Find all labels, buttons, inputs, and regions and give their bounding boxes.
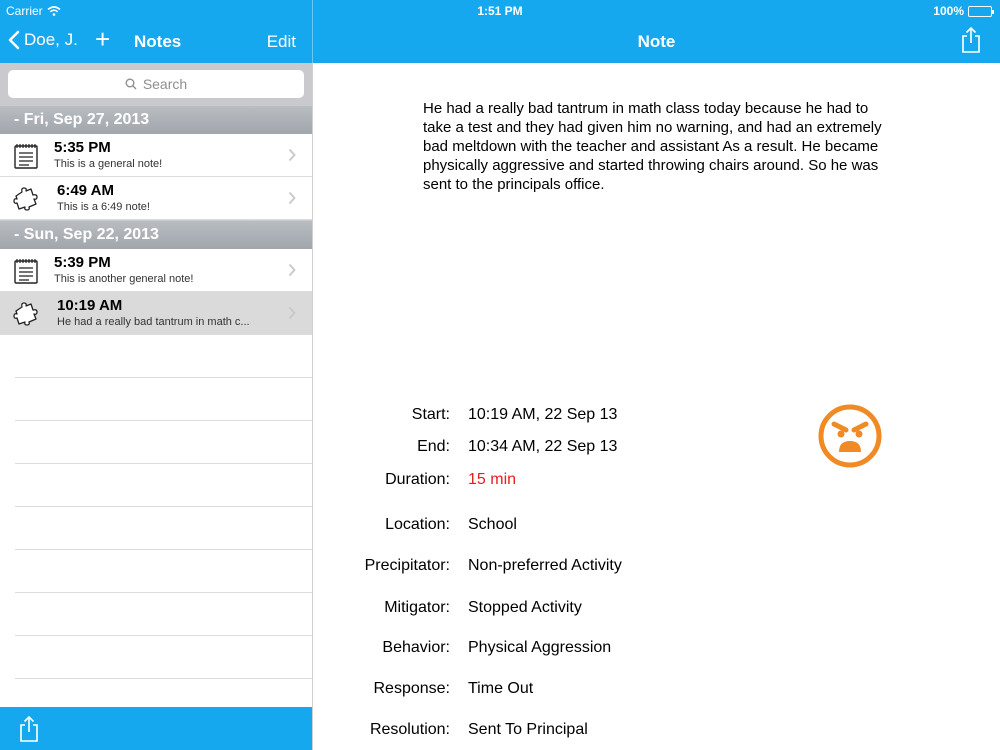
puzzle-icon xyxy=(12,185,40,213)
export-button[interactable] xyxy=(18,715,40,748)
response-label: Response: xyxy=(373,680,450,697)
duration-label: Duration: xyxy=(385,471,450,488)
note-body: He had a really bad tantrum in math class today because he had to take a test and they had given him no warning, and had an extremely bad meltdown with the teacher and assistant As a result. He became physically aggressive and started throwing chairs around. So he was sent to the principals office. xyxy=(423,100,882,193)
search-input[interactable] xyxy=(8,70,304,98)
share-icon xyxy=(18,715,40,743)
end-label: End: xyxy=(417,438,450,455)
behavior-label: Behavior: xyxy=(382,639,450,656)
search-placeholder: Search xyxy=(142,76,188,92)
notepad-icon xyxy=(12,142,40,170)
empty-row xyxy=(15,335,312,378)
end-value: 10:34 AM, 22 Sep 13 xyxy=(468,438,618,455)
chevron-right-icon xyxy=(288,263,296,277)
back-label: Doe, J. xyxy=(24,30,78,49)
note-detail xyxy=(313,63,1000,750)
response-value: Time Out xyxy=(468,680,534,697)
puzzle-icon xyxy=(12,300,40,328)
start-label: Start: xyxy=(411,406,450,423)
note-time: 5:35 PM xyxy=(54,139,111,156)
list-item[interactable] xyxy=(0,134,312,177)
empty-row xyxy=(15,507,312,550)
resolution-label: Resolution: xyxy=(369,721,450,738)
empty-row xyxy=(15,636,312,679)
search-icon xyxy=(125,78,137,90)
note-preview: This is a general note! xyxy=(54,158,163,170)
list-item[interactable] xyxy=(0,249,312,292)
note-preview: This is another general note! xyxy=(54,273,194,285)
detail-nav-bar xyxy=(313,20,1000,63)
resolution-value: Sent To Principal xyxy=(468,721,588,738)
duration-value: 15 min xyxy=(468,471,517,488)
battery-indicator xyxy=(933,4,992,18)
location-value: School xyxy=(468,516,517,533)
mitigator-value: Stopped Activity xyxy=(468,599,582,616)
notepad-icon xyxy=(12,257,40,285)
behavior-value: Physical Aggression xyxy=(468,639,612,656)
detail-title: Note xyxy=(637,32,676,51)
location-label: Location: xyxy=(385,516,450,533)
split-divider-top xyxy=(312,0,313,63)
edit-button[interactable]: Edit xyxy=(266,32,296,51)
section-header: - Fri, Sep 27, 2013 xyxy=(0,105,312,134)
chevron-left-icon xyxy=(8,30,20,50)
empty-row xyxy=(15,421,312,464)
empty-row xyxy=(15,464,312,507)
share-button[interactable] xyxy=(960,26,982,59)
note-preview: He had a really bad tantrum in math c... xyxy=(57,316,250,328)
status-bar xyxy=(0,0,1000,20)
section-header: - Sun, Sep 22, 2013 xyxy=(0,220,312,249)
chevron-right-icon xyxy=(288,191,296,205)
precipitator-label: Precipitator: xyxy=(364,557,450,574)
angry-face-icon xyxy=(817,403,883,469)
add-note-button[interactable]: + xyxy=(95,24,111,54)
search-bar xyxy=(0,63,312,105)
chevron-right-icon xyxy=(288,148,296,162)
battery-icon xyxy=(968,6,992,17)
list-item[interactable] xyxy=(0,292,312,335)
carrier-label: Carrier xyxy=(6,4,43,18)
battery-percent: 100% xyxy=(933,4,964,18)
precipitator-value: Non-preferred Activity xyxy=(468,557,622,574)
back-button[interactable] xyxy=(8,30,78,50)
share-icon xyxy=(960,26,982,54)
chevron-right-icon xyxy=(288,306,296,320)
note-time: 6:49 AM xyxy=(57,182,114,199)
nav-title: Notes xyxy=(134,32,182,51)
status-time: 1:51 PM xyxy=(477,4,523,18)
bottom-toolbar xyxy=(0,707,312,750)
notes-list xyxy=(0,63,312,707)
note-time: 10:19 AM xyxy=(57,297,123,314)
empty-row xyxy=(15,679,312,707)
list-item[interactable] xyxy=(0,177,312,220)
mitigator-label: Mitigator: xyxy=(384,599,450,616)
empty-row xyxy=(15,550,312,593)
note-time: 5:39 PM xyxy=(54,254,111,271)
note-preview: This is a 6:49 note! xyxy=(57,201,150,213)
empty-row xyxy=(15,593,312,636)
start-value: 10:19 AM, 22 Sep 13 xyxy=(468,406,618,423)
empty-row xyxy=(15,378,312,421)
master-nav-bar xyxy=(0,20,312,63)
